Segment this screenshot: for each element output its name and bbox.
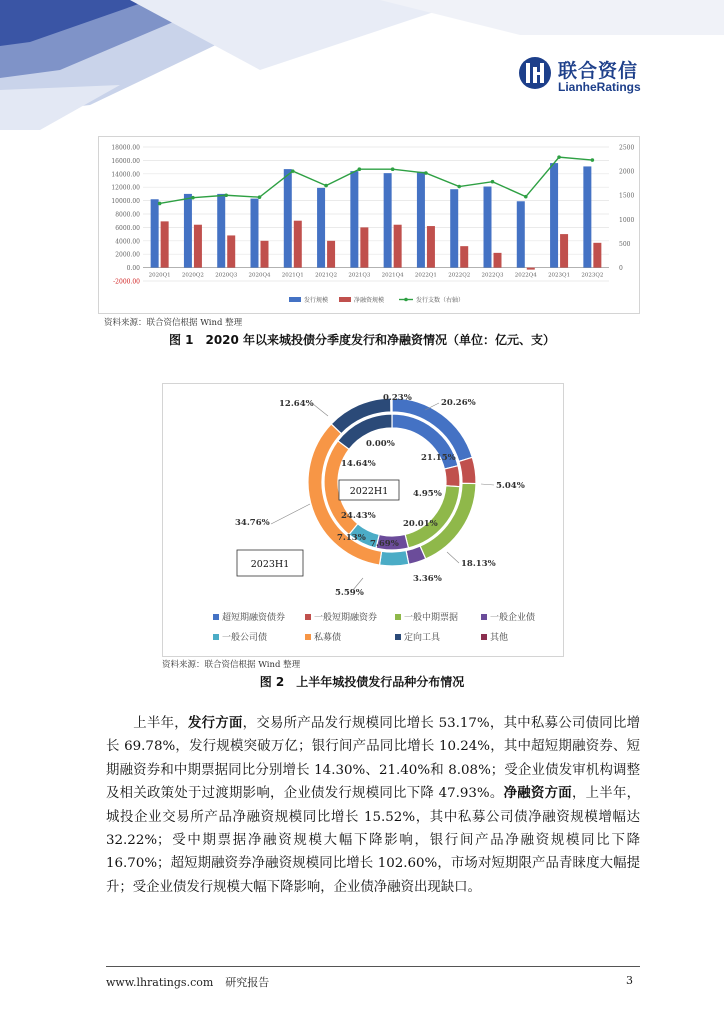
line-point [158,202,162,206]
inner-ring-slice [444,466,460,487]
outer-ring-slice [380,551,409,566]
footer-left [106,974,269,990]
x-axis-tick-label: 2021Q3 [348,272,371,279]
x-axis-tick-label: 2022Q2 [448,272,471,279]
legend-swatch [305,634,311,640]
figure2-chart [162,383,564,657]
x-axis-tick-label: 2021Q2 [315,272,338,279]
figure2-chart-svg [163,384,563,656]
bar-net-financing [460,246,468,267]
bar-net-financing [593,243,601,268]
left-axis-tick-label: 18000.00 [111,144,140,152]
legend-swatch [213,614,219,620]
para-bold-net-financing: 净融资方面 [503,785,572,802]
line-point [291,169,295,173]
line-point [457,185,461,189]
legend-label: 一般短期融资券 [314,613,378,623]
inner-data-label: 0.00% [366,439,395,449]
para-text-3: ，上半年，城投企业交易所产品净融资规模同比增长 15.52%，其中私募公司债净融资规模增幅达 32.22%；受中期票据净融资规模大幅下降影响，银行间产品净融资规模同比下降 16.70%；超短期融资券净融资规模同比增长 102.60%，市场对短期限产品青睐度大幅提升；受企业债发行规模大幅下降影响，企业债净融资出现缺口。 [106,786,641,895]
right-axis-tick-label: 2500 [619,144,635,152]
right-axis-tick-label: 500 [619,240,631,248]
legend-label: 净融资规模 [354,297,385,304]
bar-net-financing [327,241,335,268]
bar-net-financing [360,227,368,267]
right-axis-tick-label: 1000 [619,216,635,224]
legend-label: 定向工具 [404,633,441,643]
line-point [224,193,228,197]
bar-issuance [217,194,225,268]
footer-website[interactable]: www.lhratings.com [106,976,214,989]
x-axis-tick-label: 2020Q1 [148,272,171,279]
figure1-source: 资料来源：联合资信根据 Wind 整理 [104,318,243,328]
line-point [491,180,495,184]
line-point [424,171,428,175]
outer-data-label: 5.04% [496,481,525,491]
legend-swatch [213,634,219,640]
outer-data-label: 34.76% [235,518,270,528]
bar-net-financing [560,234,568,268]
figure2-caption: 图 2 上半年城投债发行品种分布情况 [259,675,465,689]
para-text-2: ，交易所产品发行规模同比增长 53.17%，其中私募公司债同比增长 69.78%，发行规模突破万亿；银行间产品同比增长 10.24%，其中超短期融资券、短期融资券和中期票据同比分别增长 14.30%、21.40%和 8.08%；受企业债发审机构调整及相关政策处于过渡期影响，企业债发行规模同比下降 47.93%。 [106,716,641,802]
footer-divider [106,966,640,967]
bar-net-financing [427,226,435,268]
bar-issuance [417,172,425,268]
bar-issuance [484,187,492,268]
legend-label: 超短期融资债券 [222,613,286,623]
bar-net-financing [394,225,402,268]
bar-issuance [583,166,591,267]
line-point [191,196,195,200]
figure1-chart-svg [99,137,639,313]
bar-net-financing [227,235,235,267]
right-axis-tick-label: 0 [619,265,623,273]
figure1-caption: 图 1 2020 年以来城投债分季度发行和净融资情况（单位：亿元、支） [168,333,556,347]
left-axis-tick-label: 10000.00 [111,198,140,206]
x-axis-tick-label: 2020Q4 [248,272,271,279]
right-axis-tick-label: 1500 [619,192,635,200]
body-paragraph [106,712,640,899]
legend-swatch [395,634,401,640]
outer-data-label: 18.13% [461,559,496,569]
legend-label: 一般公司债 [222,633,268,643]
x-axis-tick-label: 2022Q1 [414,272,437,279]
bar-issuance [251,199,259,268]
outer-ring-name: 2023H1 [250,559,290,570]
line-point [591,158,595,162]
x-axis-tick-label: 2022Q4 [514,272,537,279]
leader-line [481,484,494,485]
leader-line [313,404,328,416]
leader-line [271,504,310,524]
inner-data-label: 4.95% [413,489,442,499]
bar-net-financing [161,221,169,267]
brand-name-en: LianheRatings [558,80,641,94]
legend-swatch-issuance [289,297,301,302]
outer-data-label: 3.36% [413,574,442,584]
outer-data-label: 20.26% [441,398,476,408]
inner-data-label: 14.64% [341,459,376,469]
line-point [557,155,561,159]
line-point [524,195,528,199]
inner-ring-name: 2022H1 [349,486,389,497]
legend-label: 一般中期票据 [404,613,459,623]
bar-net-financing [494,253,502,268]
legend-swatch [305,614,311,620]
left-axis-tick-label: 8000.00 [115,211,140,219]
left-axis-tick-label: 4000.00 [115,238,140,246]
legend-label: 发行支数（右轴） [416,297,465,304]
bar-issuance [317,188,325,268]
inner-data-label: 24.43% [341,511,376,521]
line-point [324,184,328,188]
bar-issuance [384,173,392,267]
legend-label: 发行规模 [304,297,329,304]
legend-swatch [481,634,487,640]
figure2-source: 资料来源：联合资信根据 Wind 整理 [162,660,301,670]
lianhe-logo-icon [518,56,552,90]
legend-label: 一般企业债 [490,613,536,623]
legend-label: 私募债 [314,633,342,643]
outer-ring-slice [459,457,476,483]
inner-data-label: 21.15% [421,453,456,463]
x-axis-tick-label: 2021Q4 [381,272,404,279]
page-number: 3 [626,974,633,987]
x-axis-tick-label: 2023Q1 [548,272,571,279]
bar-issuance [151,199,159,267]
legend-label: 其他 [490,633,509,643]
left-axis-tick-label: 16000.00 [111,157,140,165]
para-text-1: 上半年， [133,716,188,731]
x-axis-tick-label: 2023Q2 [581,272,604,279]
inner-data-label: 7.13% [337,533,366,543]
bar-issuance [184,194,192,268]
brand-name-cn: 联合资信 [558,60,639,82]
left-axis-tick-label: 0.00 [126,265,140,273]
figure1-chart [98,136,640,314]
para-bold-issuance: 发行方面 [187,715,243,731]
bar-net-financing [527,268,535,270]
outer-data-label: 5.59% [335,588,364,598]
bar-issuance [350,171,358,267]
footer-report-type: 研究报告 [225,976,270,989]
left-axis-tick-label: 2000.00 [115,251,140,259]
left-axis-tick-label: 14000.00 [111,171,140,179]
legend-swatch-dot [404,298,408,302]
line-point [258,195,262,199]
outer-data-label: 0.23% [383,393,412,403]
x-axis-tick-label: 2020Q3 [215,272,238,279]
inner-data-label: 7.69% [370,539,399,549]
x-axis-tick-label: 2022Q3 [481,272,504,279]
outer-data-label: 12.64% [279,399,314,409]
legend-swatch [395,614,401,620]
left-axis-tick-label: -2000.00 [113,278,140,286]
x-axis-tick-label: 2021Q1 [281,272,304,279]
bar-issuance [450,189,458,267]
line-point [391,167,395,171]
legend-swatch [481,614,487,620]
left-axis-tick-label: 12000.00 [111,184,140,192]
bar-net-financing [194,225,202,268]
bar-net-financing [294,221,302,268]
right-axis-tick-label: 2000 [619,168,635,176]
inner-data-label: 20.01% [403,519,438,529]
left-axis-tick-label: 6000.00 [115,224,140,232]
line-point [358,167,362,171]
bar-issuance [517,201,525,267]
bar-issuance [284,169,292,267]
leader-line [447,552,459,563]
x-axis-tick-label: 2020Q2 [181,272,204,279]
legend-swatch-net [339,297,351,302]
bar-issuance [550,163,558,268]
bar-net-financing [261,241,269,268]
